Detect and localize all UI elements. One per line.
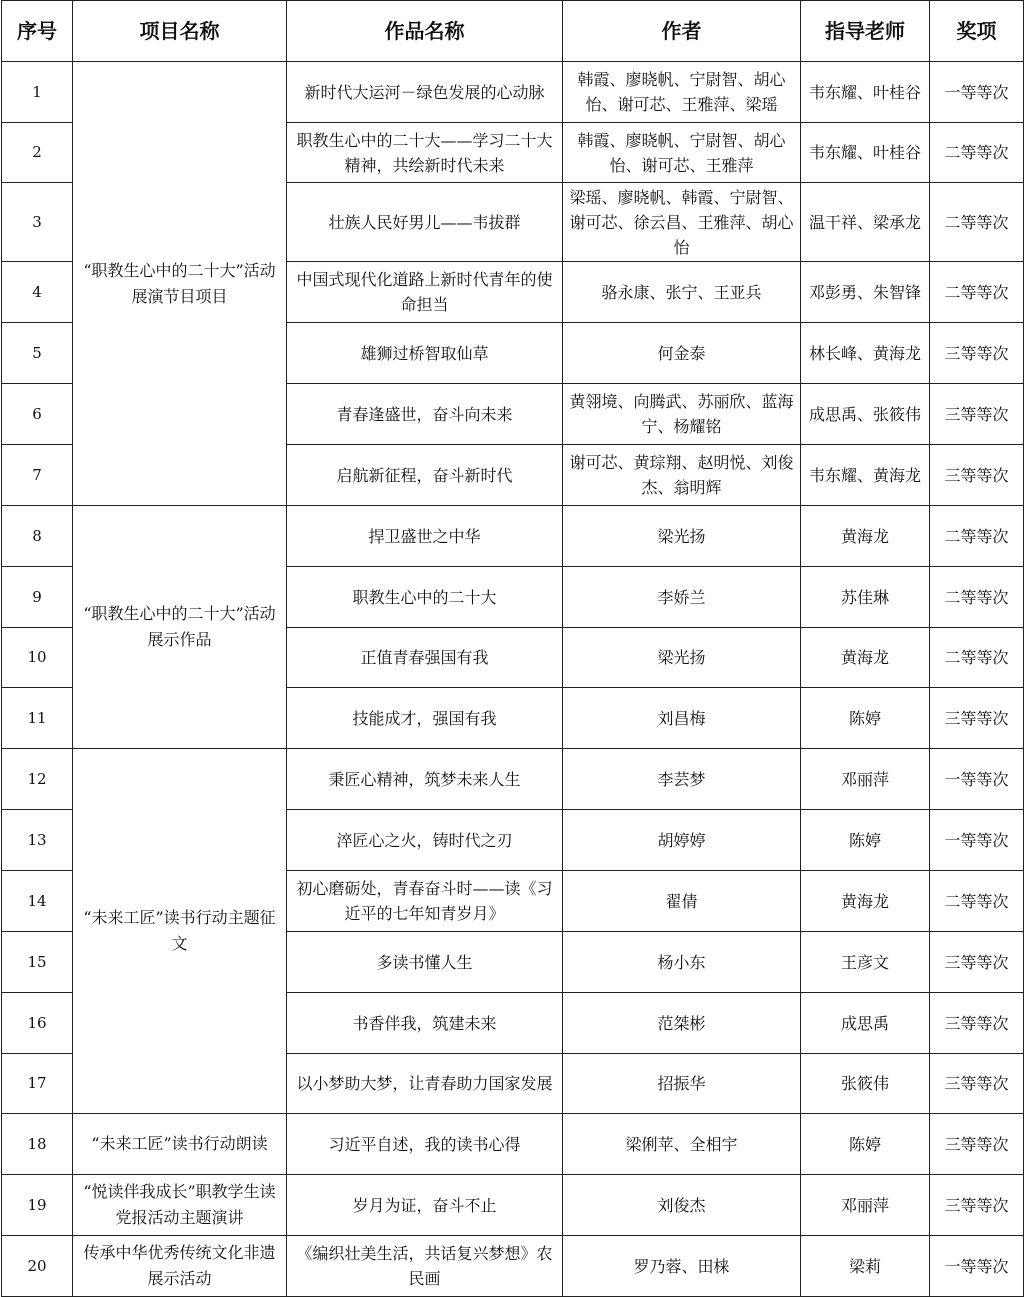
row-number: 11 <box>2 688 73 749</box>
work-title: 职教生心中的二十大 <box>287 567 563 628</box>
teacher-names: 邓彭勇、朱智锋 <box>801 262 930 323</box>
header-no: 序号 <box>2 1 73 62</box>
teacher-names: 黄海龙 <box>801 628 930 688</box>
award-level: 三等等次 <box>930 1114 1024 1175</box>
work-title: 以小梦助大梦，让青春助力国家发展 <box>287 1054 563 1114</box>
author-names: 梁光扬 <box>563 506 801 567</box>
row-number: 4 <box>2 262 73 323</box>
author-names: 胡婷婷 <box>563 810 801 871</box>
award-level: 三等等次 <box>930 384 1024 445</box>
award-level: 一等等次 <box>930 1236 1024 1297</box>
awards-table <box>1 0 1024 1297</box>
row-number: 7 <box>2 445 73 506</box>
author-names: 李娇兰 <box>563 567 801 628</box>
teacher-names: 苏佳琳 <box>801 567 930 628</box>
teacher-names: 韦东耀、叶桂谷 <box>801 62 930 123</box>
table-row <box>2 749 1024 810</box>
table-row <box>2 1175 1024 1236</box>
row-number: 13 <box>2 810 73 871</box>
author-names: 韩霞、廖晓帆、宁尉智、胡心怡、谢可芯、王雅萍 <box>563 123 801 183</box>
award-level: 三等等次 <box>930 1175 1024 1236</box>
author-names: 黄翎境、向腾武、苏丽欣、蓝海宁、杨耀铭 <box>563 384 801 445</box>
award-level: 三等等次 <box>930 445 1024 506</box>
row-number: 16 <box>2 993 73 1054</box>
row-number: 15 <box>2 932 73 993</box>
teacher-names: 黄海龙 <box>801 506 930 567</box>
work-title: 正值青春强国有我 <box>287 628 563 688</box>
author-names: 梁光扬 <box>563 628 801 688</box>
work-title: 习近平自述，我的读书心得 <box>287 1114 563 1175</box>
header-author: 作者 <box>563 1 801 62</box>
project-name: “职教生心中的二十大”活动展示作品 <box>73 506 287 749</box>
author-names: 招振华 <box>563 1054 801 1114</box>
teacher-names: 梁莉 <box>801 1236 930 1297</box>
row-number: 2 <box>2 123 73 183</box>
author-names: 刘俊杰 <box>563 1175 801 1236</box>
author-names: 刘昌梅 <box>563 688 801 749</box>
teacher-names: 成思禹 <box>801 993 930 1054</box>
work-title: 青春逢盛世，奋斗向未来 <box>287 384 563 445</box>
teacher-names: 王彦文 <box>801 932 930 993</box>
award-level: 一等等次 <box>930 810 1024 871</box>
work-title: 《编织壮美生活，共话复兴梦想》农民画 <box>287 1236 563 1297</box>
work-title: 岁月为证，奋斗不止 <box>287 1175 563 1236</box>
work-title: 启航新征程，奋斗新时代 <box>287 445 563 506</box>
row-number: 19 <box>2 1175 73 1236</box>
author-names: 骆永康、张宁、王亚兵 <box>563 262 801 323</box>
teacher-names: 张筱伟 <box>801 1054 930 1114</box>
work-title: 捍卫盛世之中华 <box>287 506 563 567</box>
award-level: 二等等次 <box>930 262 1024 323</box>
teacher-names: 陈婷 <box>801 810 930 871</box>
award-level: 三等等次 <box>930 1054 1024 1114</box>
row-number: 10 <box>2 628 73 688</box>
work-title: 中国式现代化道路上新时代青年的使命担当 <box>287 262 563 323</box>
row-number: 3 <box>2 183 73 262</box>
work-title: 初心磨砺处，青春奋斗时——读《习近平的七年知青岁月》 <box>287 871 563 932</box>
work-title: 秉匠心精神，筑梦未来人生 <box>287 749 563 810</box>
work-title: 职教生心中的二十大——学习二十大精神，共绘新时代未来 <box>287 123 563 183</box>
award-level: 二等等次 <box>930 628 1024 688</box>
row-number: 12 <box>2 749 73 810</box>
award-level: 二等等次 <box>930 183 1024 262</box>
award-level: 一等等次 <box>930 62 1024 123</box>
award-level: 二等等次 <box>930 871 1024 932</box>
author-names: 何金泰 <box>563 323 801 384</box>
row-number: 1 <box>2 62 73 123</box>
work-title: 新时代大运河－绿色发展的心动脉 <box>287 62 563 123</box>
author-names: 杨小东 <box>563 932 801 993</box>
work-title: 多读书懂人生 <box>287 932 563 993</box>
row-number: 20 <box>2 1236 73 1297</box>
row-number: 5 <box>2 323 73 384</box>
project-name: 传承中华优秀传统文化非遗展示活动 <box>73 1236 287 1297</box>
row-number: 9 <box>2 567 73 628</box>
header-work: 作品名称 <box>287 1 563 62</box>
table-row <box>2 1236 1024 1297</box>
header-project: 项目名称 <box>73 1 287 62</box>
author-names: 范桀彬 <box>563 993 801 1054</box>
author-names: 韩霞、廖晓帆、宁尉智、胡心怡、谢可芯、王雅萍、梁瑶 <box>563 62 801 123</box>
teacher-names: 黄海龙 <box>801 871 930 932</box>
teacher-names: 邓丽萍 <box>801 1175 930 1236</box>
award-level: 三等等次 <box>930 688 1024 749</box>
table-row <box>2 62 1024 123</box>
work-title: 书香伴我，筑建未来 <box>287 993 563 1054</box>
row-number: 14 <box>2 871 73 932</box>
header-row <box>2 1 1024 62</box>
row-number: 18 <box>2 1114 73 1175</box>
award-level: 三等等次 <box>930 323 1024 384</box>
award-level: 三等等次 <box>930 993 1024 1054</box>
award-level: 二等等次 <box>930 567 1024 628</box>
teacher-names: 温干祥、梁承龙 <box>801 183 930 262</box>
award-level: 一等等次 <box>930 749 1024 810</box>
teacher-names: 陈婷 <box>801 688 930 749</box>
header-award: 奖项 <box>930 1 1024 62</box>
work-title: 壮族人民好男儿——韦拔群 <box>287 183 563 262</box>
author-names: 李芸梦 <box>563 749 801 810</box>
project-name: “未来工匠”读书行动主题征文 <box>73 749 287 1114</box>
work-title: 雄狮过桥智取仙草 <box>287 323 563 384</box>
teacher-names: 成思禹、张筱伟 <box>801 384 930 445</box>
work-title: 淬匠心之火，铸时代之刃 <box>287 810 563 871</box>
award-level: 二等等次 <box>930 506 1024 567</box>
project-name: “职教生心中的二十大”活动展演节目项目 <box>73 62 287 506</box>
award-level: 三等等次 <box>930 932 1024 993</box>
row-number: 17 <box>2 1054 73 1114</box>
row-number: 6 <box>2 384 73 445</box>
teacher-names: 陈婷 <box>801 1114 930 1175</box>
author-names: 梁瑶、廖晓帆、韩霞、宁尉智、谢可芯、徐云昌、王雅萍、胡心怡 <box>563 183 801 262</box>
author-names: 翟倩 <box>563 871 801 932</box>
row-number: 8 <box>2 506 73 567</box>
project-name: “未来工匠”读书行动朗读 <box>73 1114 287 1175</box>
table-body <box>2 62 1024 1297</box>
teacher-names: 韦东耀、黄海龙 <box>801 445 930 506</box>
author-names: 罗乃蓉、田梾 <box>563 1236 801 1297</box>
table-row <box>2 506 1024 567</box>
work-title: 技能成才，强国有我 <box>287 688 563 749</box>
author-names: 谢可芯、黄琮翔、赵明悦、刘俊杰、翁明辉 <box>563 445 801 506</box>
teacher-names: 韦东耀、叶桂谷 <box>801 123 930 183</box>
author-names: 梁俐苹、全相宇 <box>563 1114 801 1175</box>
project-name: “悦读伴我成长”职教学生读党报活动主题演讲 <box>73 1175 287 1236</box>
award-level: 二等等次 <box>930 123 1024 183</box>
header-teacher: 指导老师 <box>801 1 930 62</box>
teacher-names: 林长峰、黄海龙 <box>801 323 930 384</box>
table-row <box>2 1114 1024 1175</box>
teacher-names: 邓丽萍 <box>801 749 930 810</box>
